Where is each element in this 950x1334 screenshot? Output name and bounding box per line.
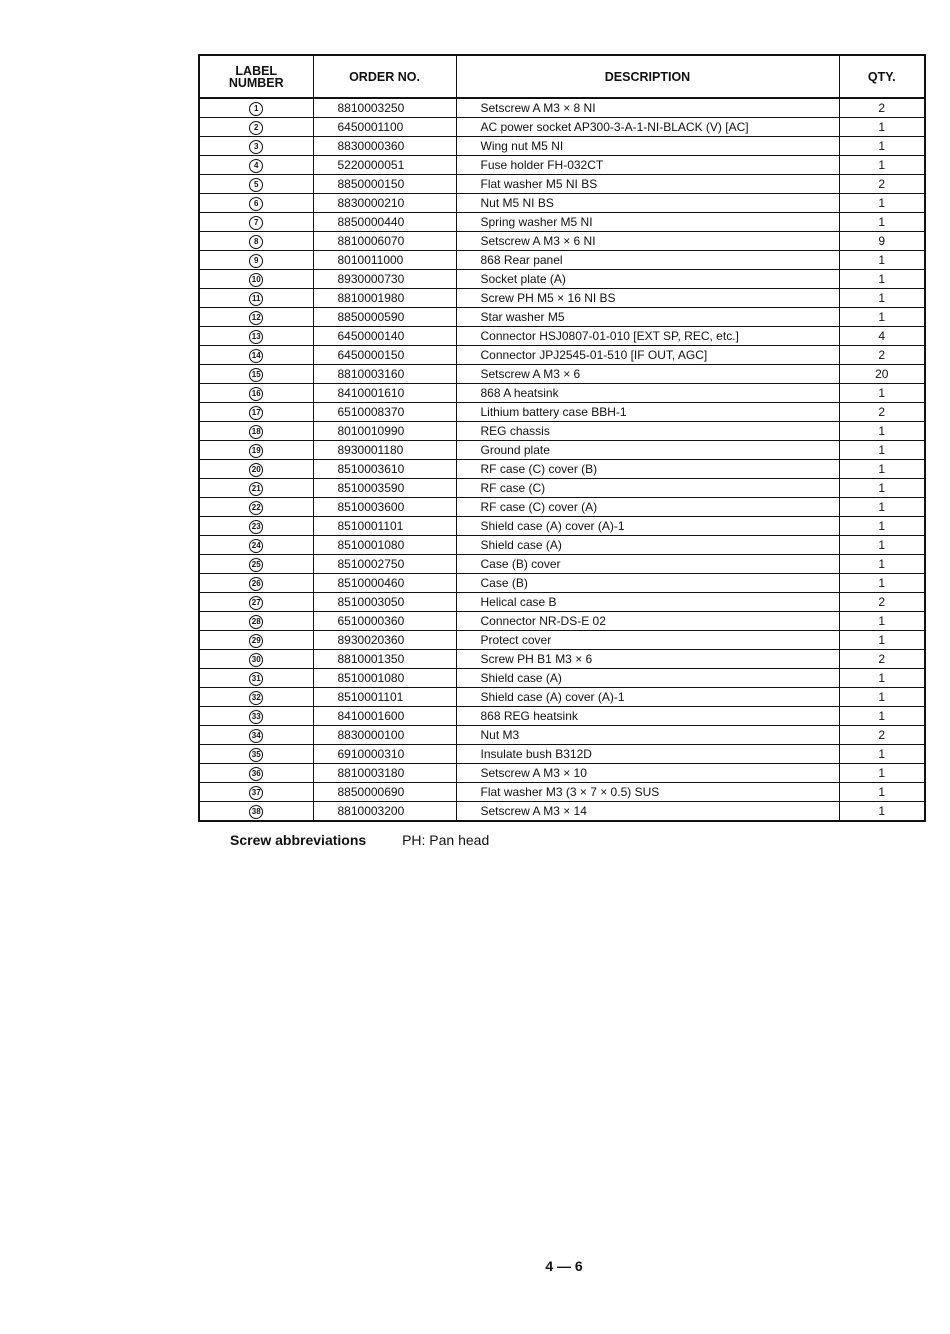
label-number-cell — [199, 232, 313, 251]
qty-cell: 1 — [839, 555, 925, 574]
table-row — [199, 536, 925, 555]
circled-label-number: 15 — [249, 368, 263, 382]
circled-label-number: 37 — [249, 786, 263, 800]
description-cell: RF case (C) cover (A) — [456, 498, 839, 517]
table-row — [199, 745, 925, 764]
description-cell: Connector NR-DS-E 02 — [456, 612, 839, 631]
circled-label-number: 16 — [249, 387, 263, 401]
qty-cell: 1 — [839, 783, 925, 802]
label-number-cell — [199, 289, 313, 308]
circled-label-number: 27 — [249, 596, 263, 610]
description-cell: Star washer M5 — [456, 308, 839, 327]
label-number-cell — [199, 441, 313, 460]
description-cell: RF case (C) — [456, 479, 839, 498]
qty-cell: 1 — [839, 194, 925, 213]
description-cell: Connector HSJ0807-01-010 [EXT SP, REC, etc.] — [456, 327, 839, 346]
circled-label-number: 36 — [249, 767, 263, 781]
description-cell: Shield case (A) cover (A)-1 — [456, 517, 839, 536]
label-number-cell — [199, 479, 313, 498]
description-cell: Setscrew A M3 × 14 — [456, 802, 839, 822]
table-row — [199, 612, 925, 631]
order-number-cell: 8810003160 — [313, 365, 456, 384]
table-row — [199, 346, 925, 365]
circled-label-number: 32 — [249, 691, 263, 705]
table-row — [199, 764, 925, 783]
label-number-cell — [199, 175, 313, 194]
label-number-header-line2: NUMBER — [228, 75, 284, 90]
label-number-cell — [199, 403, 313, 422]
table-row — [199, 593, 925, 612]
order-number-cell: 8850000440 — [313, 213, 456, 232]
circled-label-number: 34 — [249, 729, 263, 743]
circled-label-number: 21 — [249, 482, 263, 496]
description-cell: Wing nut M5 NI — [456, 137, 839, 156]
order-number-cell: 8830000360 — [313, 137, 456, 156]
table-row — [199, 403, 925, 422]
circled-label-number: 31 — [249, 672, 263, 686]
label-number-cell — [199, 669, 313, 688]
table-row — [199, 156, 925, 175]
order-number-cell: 8510003600 — [313, 498, 456, 517]
order-number-cell: 5220000051 — [313, 156, 456, 175]
qty-cell: 1 — [839, 479, 925, 498]
table-row — [199, 802, 925, 822]
description-cell: Setscrew A M3 × 6 NI — [456, 232, 839, 251]
order-number-cell: 8930020360 — [313, 631, 456, 650]
description-cell: Case (B) — [456, 574, 839, 593]
label-number-header — [199, 55, 313, 98]
circled-label-number: 30 — [249, 653, 263, 667]
qty-cell: 2 — [839, 175, 925, 194]
circled-label-number: 28 — [249, 615, 263, 629]
table-row — [199, 726, 925, 745]
circled-label-number: 25 — [249, 558, 263, 572]
label-number-cell — [199, 270, 313, 289]
order-number-cell: 6510000360 — [313, 612, 456, 631]
circled-label-number: 5 — [249, 178, 263, 192]
qty-cell: 1 — [839, 707, 925, 726]
qty-cell: 1 — [839, 536, 925, 555]
circled-label-number: 9 — [249, 254, 263, 268]
order-number-cell: 8410001610 — [313, 384, 456, 403]
page-number: 4 — 6 — [545, 1258, 583, 1274]
description-cell: Nut M3 — [456, 726, 839, 745]
circled-label-number: 8 — [249, 235, 263, 249]
table-row — [199, 213, 925, 232]
label-number-cell — [199, 156, 313, 175]
order-number-cell: 8930001180 — [313, 441, 456, 460]
order-number-cell: 8510003590 — [313, 479, 456, 498]
description-cell: Setscrew A M3 × 6 — [456, 365, 839, 384]
qty-cell: 1 — [839, 441, 925, 460]
table-header — [199, 55, 925, 98]
circled-label-number: 4 — [249, 159, 263, 173]
qty-header: QTY. — [839, 55, 925, 98]
order-number-cell: 6510008370 — [313, 403, 456, 422]
description-cell: Case (B) cover — [456, 555, 839, 574]
table-row — [199, 460, 925, 479]
table-row — [199, 232, 925, 251]
description-cell: Ground plate — [456, 441, 839, 460]
description-header: DESCRIPTION — [456, 55, 839, 98]
table-row — [199, 137, 925, 156]
table-row — [199, 783, 925, 802]
circled-label-number: 2 — [249, 121, 263, 135]
order-number-cell: 8810001350 — [313, 650, 456, 669]
label-number-cell — [199, 251, 313, 270]
label-number-cell — [199, 593, 313, 612]
description-cell: Lithium battery case BBH-1 — [456, 403, 839, 422]
circled-label-number: 38 — [249, 805, 263, 819]
label-number-cell — [199, 498, 313, 517]
qty-cell: 1 — [839, 517, 925, 536]
table-body — [199, 98, 925, 821]
table-row — [199, 422, 925, 441]
description-cell: REG chassis — [456, 422, 839, 441]
label-number-header-line1: LABEL — [235, 63, 278, 78]
order-number-cell: 8510001101 — [313, 517, 456, 536]
label-number-cell — [199, 194, 313, 213]
parts-list-table — [198, 54, 926, 822]
order-number-cell: 8830000210 — [313, 194, 456, 213]
qty-cell: 4 — [839, 327, 925, 346]
qty-cell: 1 — [839, 745, 925, 764]
qty-cell: 2 — [839, 403, 925, 422]
qty-cell: 9 — [839, 232, 925, 251]
qty-cell: 1 — [839, 289, 925, 308]
circled-label-number: 13 — [249, 330, 263, 344]
description-cell: Fuse holder FH-032CT — [456, 156, 839, 175]
table-row — [199, 251, 925, 270]
label-number-cell — [199, 118, 313, 137]
table-row — [199, 118, 925, 137]
table-row — [199, 194, 925, 213]
description-cell: Flat washer M3 (3 × 7 × 0.5) SUS — [456, 783, 839, 802]
qty-cell: 1 — [839, 384, 925, 403]
circled-label-number: 14 — [249, 349, 263, 363]
description-cell: 868 A heatsink — [456, 384, 839, 403]
label-number-cell — [199, 137, 313, 156]
label-number-cell — [199, 783, 313, 802]
circled-label-number: 19 — [249, 444, 263, 458]
order-number-cell: 8510003610 — [313, 460, 456, 479]
order-number-cell: 8510001101 — [313, 688, 456, 707]
order-number-cell: 8510001080 — [313, 536, 456, 555]
qty-cell: 1 — [839, 137, 925, 156]
order-number-cell: 6450001100 — [313, 118, 456, 137]
label-number-cell — [199, 346, 313, 365]
qty-cell: 2 — [839, 650, 925, 669]
header-row — [199, 55, 925, 98]
description-cell: Setscrew A M3 × 8 NI — [456, 98, 839, 118]
description-cell: Spring washer M5 NI — [456, 213, 839, 232]
qty-cell: 1 — [839, 612, 925, 631]
description-cell: Socket plate (A) — [456, 270, 839, 289]
qty-cell: 20 — [839, 365, 925, 384]
table-row — [199, 498, 925, 517]
circled-label-number: 35 — [249, 748, 263, 762]
qty-cell: 1 — [839, 422, 925, 441]
qty-cell: 1 — [839, 631, 925, 650]
label-number-cell — [199, 574, 313, 593]
label-number-cell — [199, 612, 313, 631]
qty-cell: 1 — [839, 156, 925, 175]
label-number-cell — [199, 365, 313, 384]
qty-cell: 1 — [839, 688, 925, 707]
circled-label-number: 3 — [249, 140, 263, 154]
qty-cell: 1 — [839, 251, 925, 270]
order-number-cell: 8510001080 — [313, 669, 456, 688]
order-number-cell: 6450000140 — [313, 327, 456, 346]
qty-cell: 1 — [839, 270, 925, 289]
table-row — [199, 308, 925, 327]
description-cell: Connector JPJ2545-01-510 [IF OUT, AGC] — [456, 346, 839, 365]
qty-cell: 2 — [839, 726, 925, 745]
qty-cell: 1 — [839, 764, 925, 783]
order-number-cell: 8010011000 — [313, 251, 456, 270]
order-number-cell: 6450000150 — [313, 346, 456, 365]
circled-label-number: 12 — [249, 311, 263, 325]
circled-label-number: 6 — [249, 197, 263, 211]
description-cell: Screw PH M5 × 16 NI BS — [456, 289, 839, 308]
label-number-cell — [199, 327, 313, 346]
circled-label-number: 29 — [249, 634, 263, 648]
qty-cell: 1 — [839, 213, 925, 232]
description-cell: Protect cover — [456, 631, 839, 650]
order-number-cell: 8810001980 — [313, 289, 456, 308]
table-row — [199, 384, 925, 403]
circled-label-number: 11 — [249, 292, 263, 306]
label-number-cell — [199, 764, 313, 783]
qty-cell: 2 — [839, 593, 925, 612]
table-row — [199, 555, 925, 574]
qty-cell: 1 — [839, 460, 925, 479]
label-number-cell — [199, 536, 313, 555]
circled-label-number: 24 — [249, 539, 263, 553]
description-cell: RF case (C) cover (B) — [456, 460, 839, 479]
order-no-header: ORDER NO. — [313, 55, 456, 98]
screw-abbreviations — [230, 832, 489, 848]
order-number-cell: 8010010990 — [313, 422, 456, 441]
table-row — [199, 270, 925, 289]
table-row — [199, 631, 925, 650]
circled-label-number: 10 — [249, 273, 263, 287]
table-row — [199, 175, 925, 194]
order-number-cell: 8510002750 — [313, 555, 456, 574]
qty-cell: 2 — [839, 98, 925, 118]
description-cell: Nut M5 NI BS — [456, 194, 839, 213]
label-number-cell — [199, 517, 313, 536]
abbreviations-text: PH: Pan head — [402, 832, 490, 848]
description-cell: Flat washer M5 NI BS — [456, 175, 839, 194]
description-cell: Shield case (A) — [456, 536, 839, 555]
order-number-cell: 8830000100 — [313, 726, 456, 745]
table-row — [199, 574, 925, 593]
qty-cell: 1 — [839, 498, 925, 517]
description-cell: Setscrew A M3 × 10 — [456, 764, 839, 783]
table-row — [199, 365, 925, 384]
order-number-cell: 8810003180 — [313, 764, 456, 783]
table-row — [199, 669, 925, 688]
label-number-cell — [199, 726, 313, 745]
order-number-cell: 8850000690 — [313, 783, 456, 802]
qty-cell: 1 — [839, 669, 925, 688]
label-number-cell — [199, 631, 313, 650]
description-cell: Screw PH B1 M3 × 6 — [456, 650, 839, 669]
order-number-cell: 8850000590 — [313, 308, 456, 327]
table-row — [199, 479, 925, 498]
qty-cell: 1 — [839, 118, 925, 137]
qty-cell: 1 — [839, 308, 925, 327]
order-number-cell: 8410001600 — [313, 707, 456, 726]
table-row — [199, 650, 925, 669]
order-number-cell: 8810003250 — [313, 98, 456, 118]
label-number-cell — [199, 650, 313, 669]
description-cell: AC power socket AP300-3-A-1-NI-BLACK (V) [AC] — [456, 118, 839, 137]
circled-label-number: 18 — [249, 425, 263, 439]
label-number-cell — [199, 802, 313, 822]
table-row — [199, 688, 925, 707]
circled-label-number: 33 — [249, 710, 263, 724]
label-number-cell — [199, 688, 313, 707]
circled-label-number: 7 — [249, 216, 263, 230]
table-row — [199, 441, 925, 460]
label-number-cell — [199, 555, 313, 574]
order-number-cell: 8850000150 — [313, 175, 456, 194]
qty-cell: 1 — [839, 574, 925, 593]
description-cell: Shield case (A) cover (A)-1 — [456, 688, 839, 707]
label-number-cell — [199, 460, 313, 479]
circled-label-number: 20 — [249, 463, 263, 477]
circled-label-number: 23 — [249, 520, 263, 534]
qty-cell: 1 — [839, 802, 925, 822]
abbreviations-title: Screw abbreviations — [230, 832, 367, 848]
circled-label-number: 22 — [249, 501, 263, 515]
qty-cell: 2 — [839, 346, 925, 365]
label-number-cell — [199, 384, 313, 403]
description-cell: Helical case B — [456, 593, 839, 612]
label-number-cell — [199, 213, 313, 232]
description-cell: Shield case (A) — [456, 669, 839, 688]
table-row — [199, 327, 925, 346]
order-number-cell: 8810006070 — [313, 232, 456, 251]
order-number-cell: 6910000310 — [313, 745, 456, 764]
label-number-cell — [199, 707, 313, 726]
table-row — [199, 707, 925, 726]
table-row — [199, 98, 925, 118]
description-cell: 868 Rear panel — [456, 251, 839, 270]
label-number-cell — [199, 422, 313, 441]
circled-label-number: 1 — [249, 102, 263, 116]
circled-label-number: 17 — [249, 406, 263, 420]
order-number-cell: 8510000460 — [313, 574, 456, 593]
order-number-cell: 8810003200 — [313, 802, 456, 822]
description-cell: Insulate bush B312D — [456, 745, 839, 764]
label-number-cell — [199, 98, 313, 118]
table-row — [199, 289, 925, 308]
circled-label-number: 26 — [249, 577, 263, 591]
label-number-cell — [199, 745, 313, 764]
table-row — [199, 517, 925, 536]
label-number-cell — [199, 308, 313, 327]
order-number-cell: 8510003050 — [313, 593, 456, 612]
description-cell: 868 REG heatsink — [456, 707, 839, 726]
order-number-cell: 8930000730 — [313, 270, 456, 289]
